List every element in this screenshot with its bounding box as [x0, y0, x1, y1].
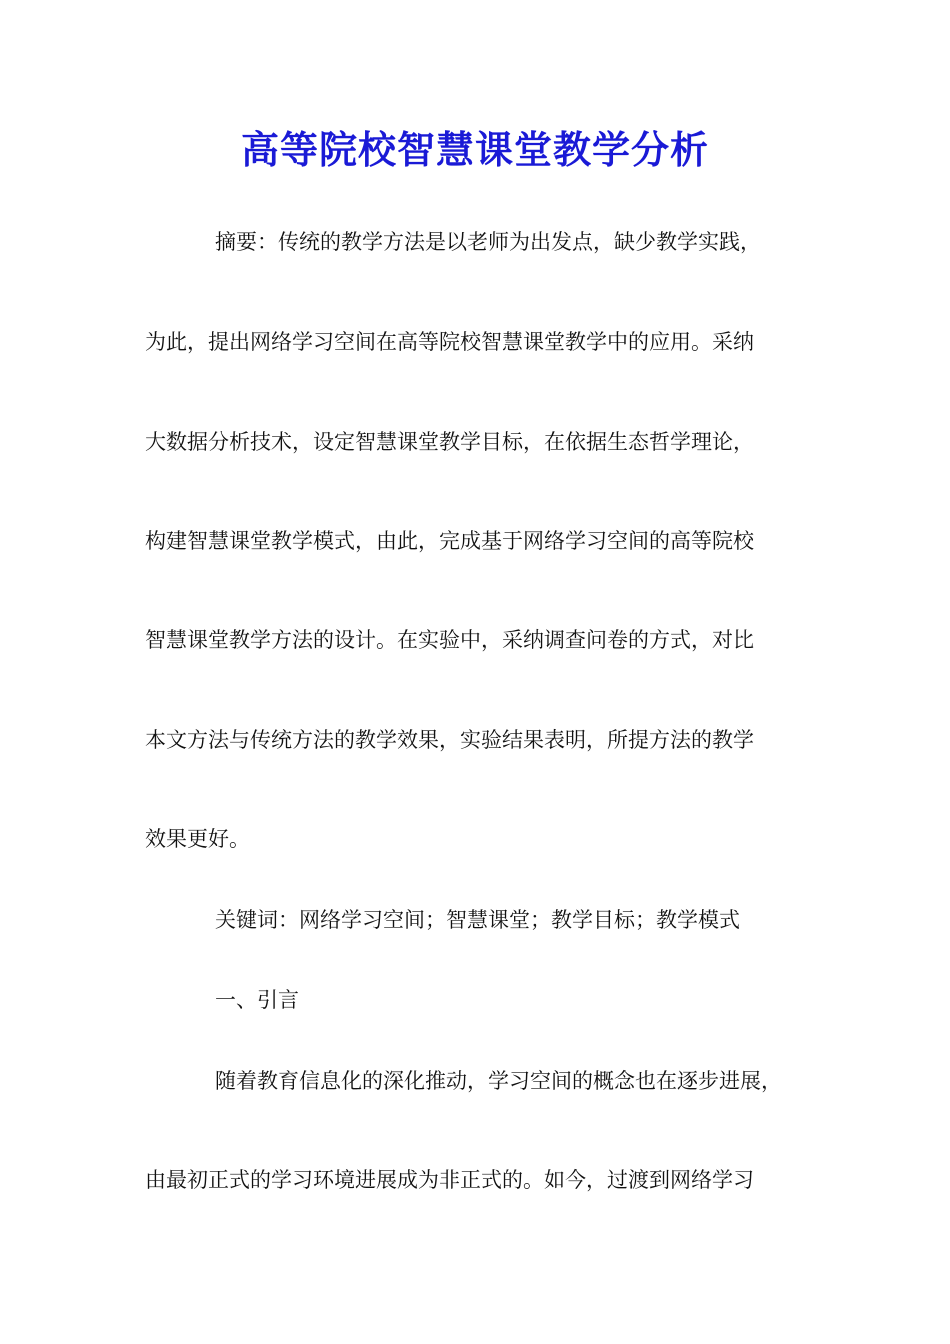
- intro-line-2: 由最初正式的学习环境进展成为非正式的。如今，过渡到网络学习: [145, 1168, 754, 1192]
- document-title: 高等院校智慧课堂教学分析: [240, 127, 709, 172]
- intro-line-1: 随着教育信息化的深化推动，学习空间的概念也在逐步进展，: [215, 1069, 782, 1093]
- abstract-line-3: 大数据分析技术，设定智慧课堂教学目标，在依据生态哲学理论，: [145, 430, 754, 454]
- abstract-line-2: 为此，提出网络学习空间在高等院校智慧课堂教学中的应用。采纳: [145, 330, 754, 354]
- abstract-line-5: 智慧课堂教学方法的设计。在实验中，采纳调查问卷的方式，对比: [145, 628, 754, 652]
- abstract-line-7: 效果更好。: [145, 827, 250, 851]
- abstract-line-1: 摘要：传统的教学方法是以老师为出发点，缺少教学实践，: [215, 230, 761, 254]
- section-heading: 一、引言: [215, 988, 299, 1012]
- abstract-line-6: 本文方法与传统方法的教学效果，实验结果表明，所提方法的教学: [145, 728, 754, 752]
- abstract-line-4: 构建智慧课堂教学模式，由此，完成基于网络学习空间的高等院校: [145, 529, 754, 553]
- keywords-line: 关键词：网络学习空间；智慧课堂；教学目标；教学模式: [215, 908, 740, 932]
